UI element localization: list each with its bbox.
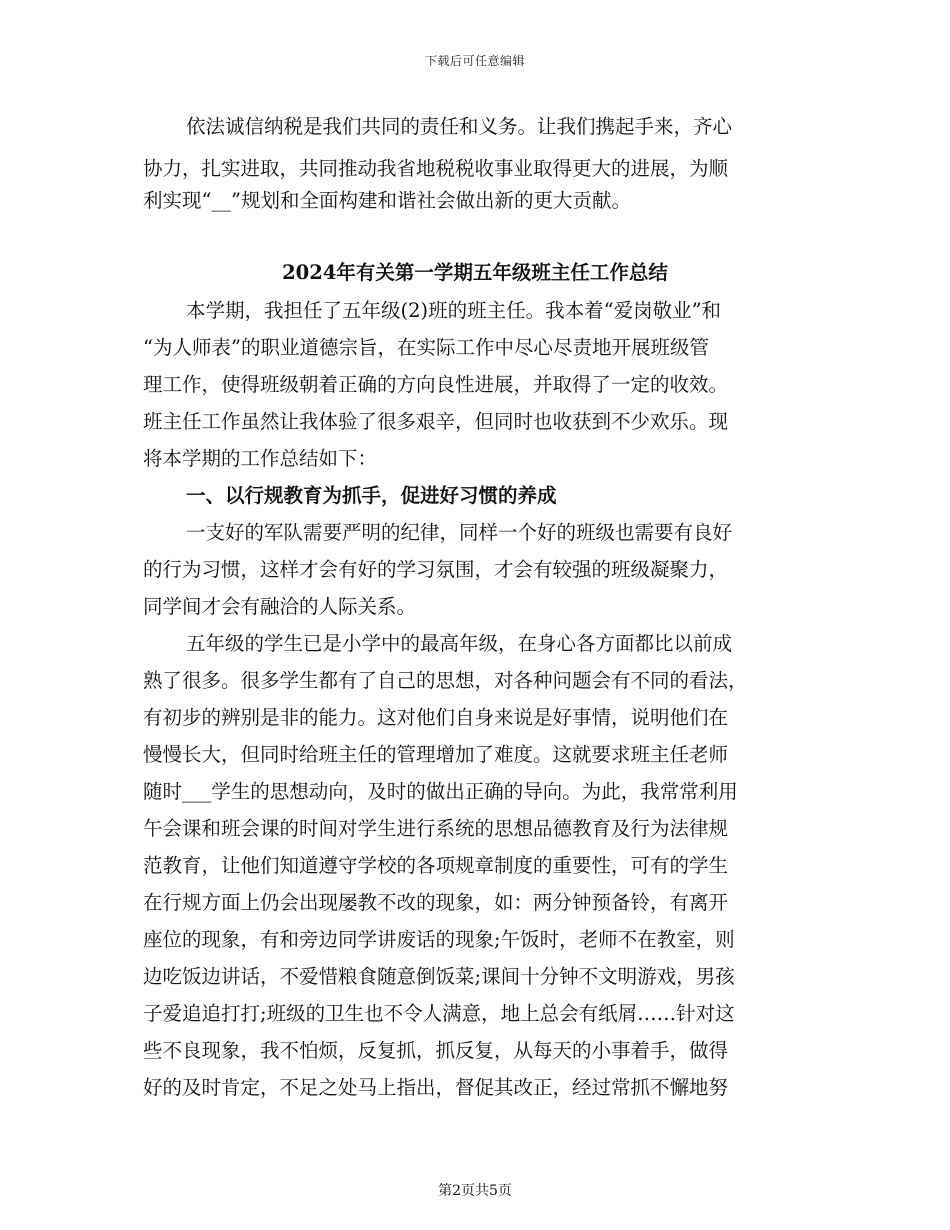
- page-number: 第2页共5页: [438, 1183, 512, 1199]
- para2-line-1: 一支好的军队需要严明的纪律，同样一个好的班级也需要有良好: [186, 521, 733, 544]
- para3-line-1: 五年级的学生已是小学中的最高年级，在身心各方面都比以前成: [186, 632, 733, 655]
- para3-line-11: 子爱追追打打;班级的卫生也不令人满意，地上总会有纸屑……针对这: [143, 1002, 735, 1025]
- intro-line-3: 利实现“__”规划和全面构建和谐社会做出新的更大贡献。: [143, 189, 631, 212]
- para1-line-4: 班主任工作虽然让我体验了很多艰辛，但同时也收获到不少欢乐。现: [143, 410, 729, 433]
- para2-line-2: 的行为习惯，这样才会有好的学习氛围，才会有较强的班级凝聚力，: [143, 558, 729, 581]
- para1-line-1: 本学期，我担任了五年级(2)班的班主任。我本着“爱岗敬业”和: [186, 299, 722, 322]
- para2-line-3: 同学间才会有融洽的人际关系。: [143, 595, 417, 618]
- para3-line-9: 座位的现象，有和旁边同学讲废话的现象;午饭时，老师不在教室，则: [143, 928, 735, 951]
- para3-line-12: 些不良现象，我不怕烦，反复抓，抓反复，从每天的小事着手，做得: [143, 1039, 729, 1062]
- para3-line-3: 有初步的辨别是非的能力。这对他们自身来说是好事情，说明他们在: [143, 706, 729, 729]
- para3-line-7: 范教育，让他们知道遵守学校的各项规章制度的重要性，可有的学生: [143, 854, 729, 877]
- para3-line-10: 边吃饭边讲话，不爱惜粮食随意倒饭菜;课间十分钟不文明游戏，男孩: [143, 965, 735, 988]
- para3-line-13: 好的及时肯定，不足之处马上指出，督促其改正，经过常抓不懈地努: [143, 1076, 729, 1099]
- para3-line-6: 午会课和班会课的时间对学生进行系统的思想品德教育及行为法律规: [143, 817, 729, 840]
- section-heading-1: 一、以行规教育为抓手，促进好习惯的养成: [186, 484, 557, 507]
- intro-line-1: 依法诚信纳税是我们共同的责任和义务。让我们携起手来，齐心: [186, 115, 733, 138]
- intro-line-2: 协力，扎实进取，共同推动我省地税税收事业取得更大的进展，为顺: [143, 157, 729, 180]
- para1-line-5: 将本学期的工作总结如下：: [143, 447, 378, 470]
- para3-line-4: 慢慢长大，但同时给班主任的管理增加了难度。这就要求班主任老师: [143, 743, 729, 766]
- para1-line-3: 理工作，使得班级朝着正确的方向良性进展，并取得了一定的收效。: [143, 373, 729, 396]
- page-header: 下载后可任意编辑: [424, 54, 525, 68]
- para3-line-5: 随时___学生的思想动向，及时的做出正确的导向。为此，我常常利用: [143, 780, 738, 803]
- para3-line-8: 在行规方面上仍会出现屡教不改的现象，如：两分钟预备铃，有离开: [143, 891, 729, 914]
- para1-line-2: “为人师表”的职业道德宗旨，在实际工作中尽心尽责地开展班级管: [143, 336, 709, 359]
- para3-line-2: 熟了很多。很多学生都有了自己的思想，对各种问题会有不同的看法，: [143, 669, 748, 692]
- document-title: 2024年有关第一学期五年级班主任工作总结: [282, 261, 668, 284]
